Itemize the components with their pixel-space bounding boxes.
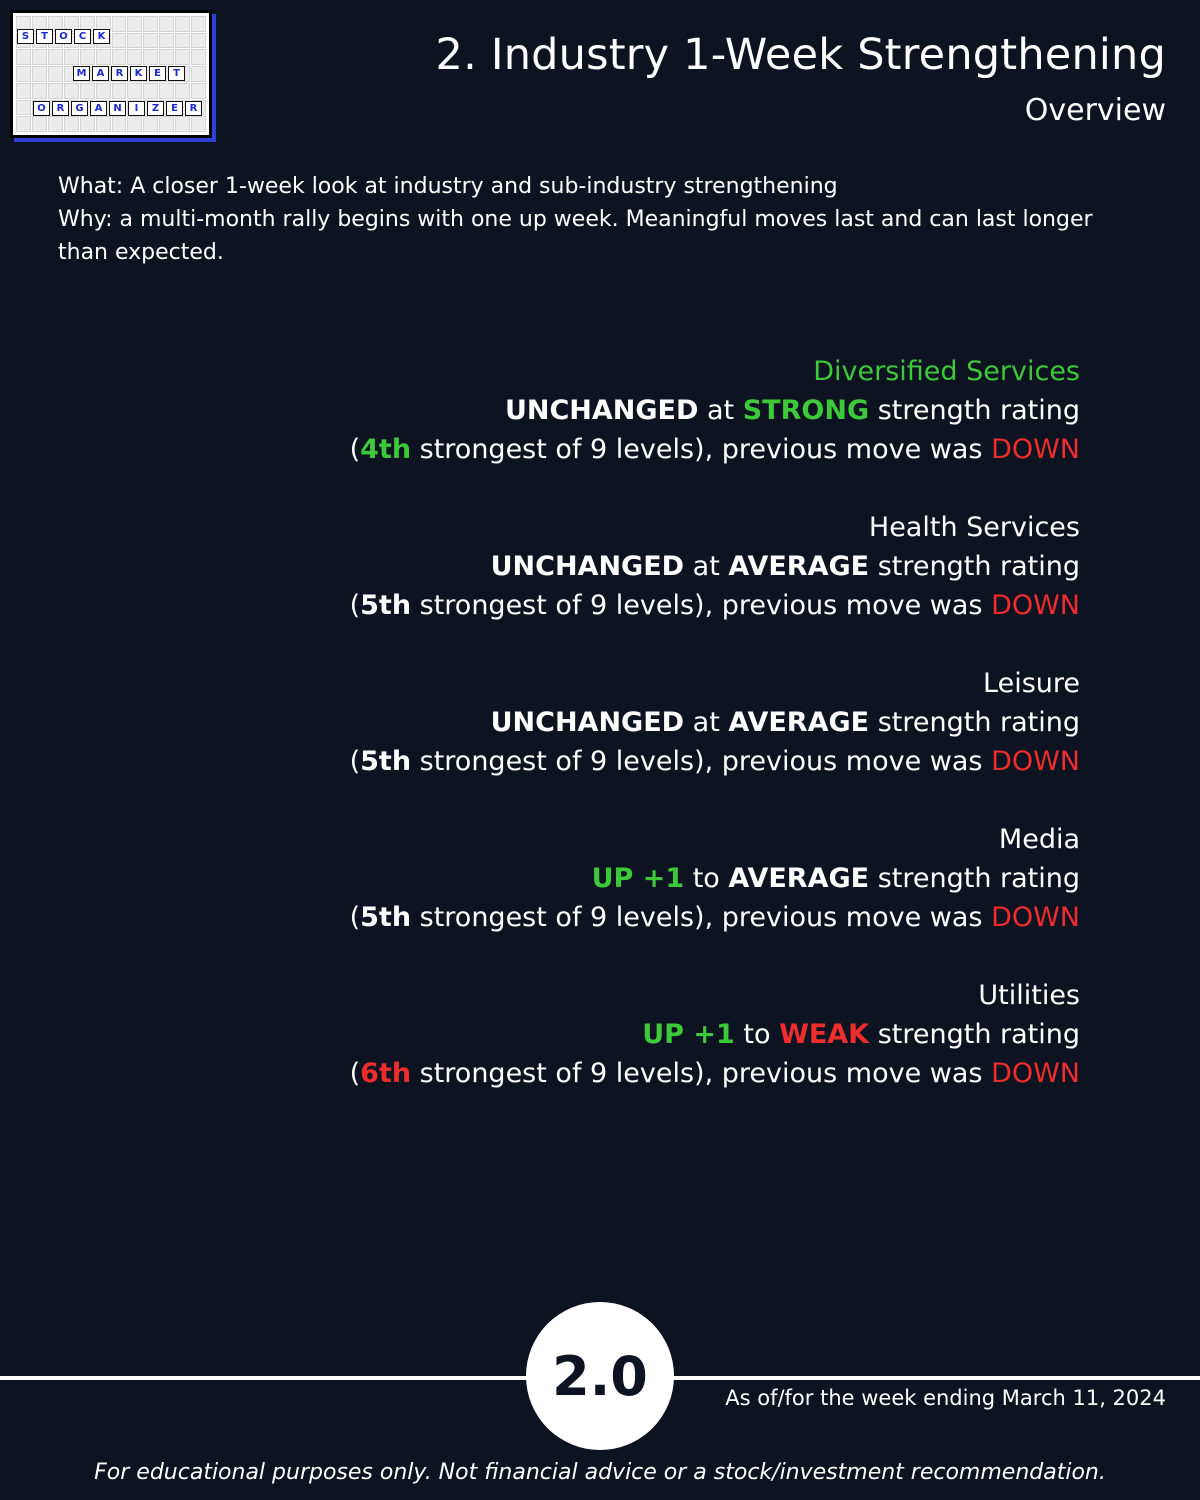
logo-grid-cell	[16, 116, 31, 132]
logo-grid-cell	[48, 83, 63, 99]
logo-grid-cell	[32, 116, 47, 132]
logo-letter: C	[74, 29, 91, 44]
industry-item	[180, 352, 1080, 469]
logo-grid-cell	[191, 16, 206, 32]
strength-rating-label: strength rating	[877, 1019, 1080, 1050]
strength-rating: AVERAGE	[728, 863, 870, 894]
rank-text: strongest of 9 levels), previous move was	[419, 902, 983, 933]
logo-letter: A	[92, 66, 109, 81]
previous-move: DOWN	[991, 434, 1080, 465]
move-direction: UNCHANGED	[504, 395, 699, 426]
logo-grid-cell	[143, 116, 158, 132]
strength-move-line	[180, 703, 1080, 742]
move-connector: at	[692, 707, 720, 738]
logo-grid-cell	[175, 83, 190, 99]
logo-grid-cell	[143, 83, 158, 99]
logo-grid-cell	[191, 83, 206, 99]
strength-rating: AVERAGE	[728, 551, 870, 582]
logo-grid-cell	[48, 116, 63, 132]
logo-grid-cell	[191, 33, 206, 49]
logo-grid-cell	[64, 116, 79, 132]
logo-grid-cell	[143, 33, 158, 49]
logo-grid-cell	[112, 33, 127, 49]
industry-item	[180, 820, 1080, 937]
open-paren: (	[349, 590, 361, 621]
move-connector: at	[707, 395, 735, 426]
logo-word-organizer	[33, 101, 202, 116]
strength-rating: STRONG	[742, 395, 870, 426]
logo-grid-cell	[16, 83, 31, 99]
industry-item	[180, 664, 1080, 781]
rank-level: 6th	[360, 1058, 412, 1089]
intro-text	[58, 170, 1118, 269]
industry-name: Diversified Services	[813, 356, 1080, 387]
logo-grid-cell	[127, 83, 142, 99]
intro-why: Why: a multi-month rally begins with one up week. Meaningful moves last and can last longer than expected.	[58, 207, 1093, 265]
as-of-date: As of/for the week ending March 11, 2024	[725, 1386, 1166, 1410]
logo-grid-cell	[48, 66, 63, 82]
logo-letter: R	[52, 101, 69, 116]
logo-grid-cell	[175, 33, 190, 49]
logo-letter: K	[130, 66, 147, 81]
strength-move-line	[180, 391, 1080, 430]
logo-letter: I	[128, 101, 145, 116]
previous-move: DOWN	[991, 590, 1080, 621]
strength-move-line	[180, 1015, 1080, 1054]
page-subtitle: Overview	[1024, 93, 1166, 128]
logo-grid-cell	[191, 49, 206, 65]
move-direction: UP +1	[591, 863, 685, 894]
rank-text: strongest of 9 levels), previous move was	[419, 746, 983, 777]
industry-item	[180, 976, 1080, 1093]
logo-letter: O	[55, 29, 72, 44]
logo-grid-cell	[175, 16, 190, 32]
logo-grid-cell	[127, 116, 142, 132]
rank-level: 5th	[360, 590, 412, 621]
logo-grid-cell	[159, 83, 174, 99]
logo-grid-cell	[64, 49, 79, 65]
logo-word-stock	[17, 29, 110, 44]
open-paren: (	[349, 746, 361, 777]
logo-grid-cell	[96, 83, 111, 99]
logo-grid-cell	[159, 33, 174, 49]
rank-text: strongest of 9 levels), previous move was	[419, 590, 983, 621]
logo-grid-cell	[159, 16, 174, 32]
logo-grid-cell	[80, 116, 95, 132]
logo-grid-cell	[175, 49, 190, 65]
logo-grid-cell	[96, 116, 111, 132]
logo-letter: R	[111, 66, 128, 81]
previous-move: DOWN	[991, 902, 1080, 933]
strength-rating-label: strength rating	[877, 707, 1080, 738]
industry-name: Media	[998, 824, 1080, 855]
industry-list	[180, 352, 1080, 1132]
move-connector: to	[692, 863, 720, 894]
strength-rating: AVERAGE	[728, 707, 870, 738]
strength-rating-label: strength rating	[877, 863, 1080, 894]
rank-line	[180, 586, 1080, 625]
rank-line	[180, 430, 1080, 469]
move-connector: to	[743, 1019, 771, 1050]
logo-grid-cell	[127, 16, 142, 32]
rank-level: 5th	[360, 746, 412, 777]
logo-grid-cell	[48, 49, 63, 65]
strength-move-line	[180, 859, 1080, 898]
logo-letter: G	[71, 101, 88, 116]
logo-letter: M	[73, 66, 90, 81]
logo-grid-cell	[16, 100, 31, 116]
logo-letter: O	[33, 101, 50, 116]
logo-grid-cell	[143, 49, 158, 65]
stock-market-organizer-logo	[10, 10, 212, 138]
logo-grid-cell	[64, 83, 79, 99]
logo-grid-cell	[32, 49, 47, 65]
logo-grid-cell	[112, 49, 127, 65]
logo-letter: A	[90, 101, 107, 116]
logo-grid-cell	[127, 49, 142, 65]
move-direction: UNCHANGED	[490, 707, 685, 738]
logo-grid-cell	[80, 49, 95, 65]
move-direction: UP +1	[642, 1019, 735, 1050]
logo-letter: T	[168, 66, 185, 81]
logo-letter: E	[149, 66, 166, 81]
logo-letter: S	[17, 29, 34, 44]
strength-move-line	[180, 547, 1080, 586]
logo-grid-cell	[112, 116, 127, 132]
open-paren: (	[349, 434, 361, 465]
logo-word-market	[73, 66, 185, 81]
logo-grid-cell	[159, 116, 174, 132]
rank-text: strongest of 9 levels), previous move was	[419, 434, 983, 465]
industry-item	[180, 508, 1080, 625]
industry-name: Utilities	[978, 980, 1080, 1011]
move-direction: UNCHANGED	[490, 551, 685, 582]
rank-text: strongest of 9 levels), previous move was	[419, 1058, 983, 1089]
previous-move: DOWN	[991, 1058, 1080, 1089]
previous-move: DOWN	[991, 746, 1080, 777]
section-number-badge: 2.0	[526, 1302, 674, 1450]
industry-name: Leisure	[983, 668, 1080, 699]
move-connector: at	[692, 551, 720, 582]
logo-grid-cell	[16, 49, 31, 65]
logo-grid-cell	[32, 66, 47, 82]
strength-rating: WEAK	[779, 1019, 870, 1050]
rank-line	[180, 898, 1080, 937]
page-title: 2. Industry 1-Week Strengthening	[435, 30, 1166, 80]
logo-grid-cell	[32, 83, 47, 99]
disclaimer: For educational purposes only. Not financial advice or a stock/investment recommendation.	[94, 1460, 1106, 1485]
open-paren: (	[349, 1058, 361, 1089]
logo-grid-cell	[80, 83, 95, 99]
logo-letter: Z	[147, 101, 164, 116]
logo-letter: R	[185, 101, 202, 116]
logo-grid-cell	[96, 49, 111, 65]
logo-grid-cell	[112, 16, 127, 32]
logo-grid-cell	[159, 49, 174, 65]
logo-grid-cell	[127, 33, 142, 49]
rank-level: 5th	[360, 902, 412, 933]
industry-name: Health Services	[868, 512, 1080, 543]
open-paren: (	[349, 902, 361, 933]
logo-grid-cell	[175, 116, 190, 132]
logo-letter: K	[93, 29, 110, 44]
rank-line	[180, 742, 1080, 781]
rank-level: 4th	[360, 434, 412, 465]
strength-rating-label: strength rating	[877, 395, 1080, 426]
logo-letter: E	[166, 101, 183, 116]
logo-grid-cell	[191, 66, 206, 82]
logo-grid-cell	[143, 16, 158, 32]
logo-grid-cell	[191, 116, 206, 132]
intro-what: What: A closer 1-week look at industry and sub-industry strengthening	[58, 174, 838, 199]
strength-rating-label: strength rating	[877, 551, 1080, 582]
logo-grid-cell	[112, 83, 127, 99]
logo-letter: T	[36, 29, 53, 44]
logo-letter: N	[109, 101, 126, 116]
rank-line	[180, 1054, 1080, 1093]
logo-grid-cell	[16, 66, 31, 82]
